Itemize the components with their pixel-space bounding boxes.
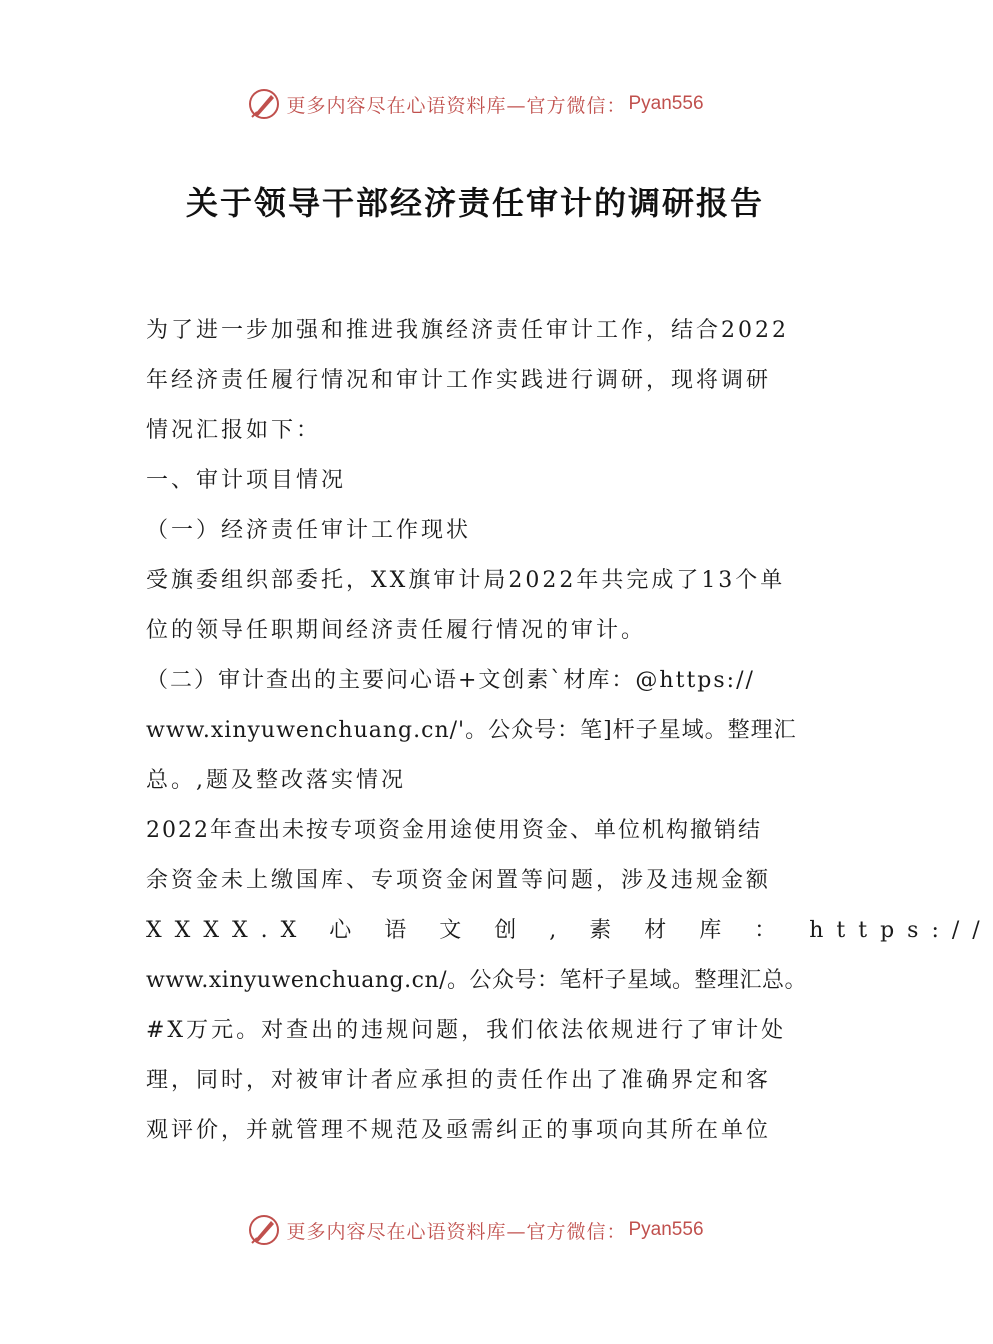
body-line: 为了进一步加强和推进我旗经济责任审计工作，结合2022 <box>146 318 789 343</box>
body-line: 年经济责任履行情况和审计工作实践进行调研，现将调研 <box>146 368 772 393</box>
header-slogan: 更多内容尽在心语资料库—官方微信： <box>286 94 627 117</box>
body-line: 位的领导任职期间经济责任履行情况的审计。 <box>146 618 647 643</box>
section-heading: 一、审计项目情况 <box>146 468 347 493</box>
document-body <box>146 306 993 1156</box>
body-line: #X万元。对查出的违规问题，我们依法依规进行了审计处 <box>146 1018 787 1043</box>
footer-slogan: 更多内容尽在心语资料库—官方微信： <box>286 1220 627 1243</box>
body-line: 情况汇报如下： <box>146 418 322 443</box>
subsection-heading: （一）经济责任审计工作现状 <box>146 518 472 543</box>
body-line: 理，同时，对被审计者应承担的责任作出了准确界定和客 <box>146 1068 772 1093</box>
header-banner <box>0 84 950 124</box>
body-line: 观评价，并就管理不规范及亟需纠正的事项向其所在单位 <box>146 1118 772 1143</box>
body-line: www.xinyuwenchuang.cn/。公众号：笔杆子星域。整理汇总。 <box>146 968 808 993</box>
footer-wechat-handle: Pyan556 <box>628 1219 704 1240</box>
body-line: 2022年查出未按专项资金用途使用资金、单位机构撤销结 <box>146 818 762 843</box>
body-line-justified: XXXX.X 心 语 文 创 , 素 材 库 ： https:// <box>146 918 993 943</box>
subsection-heading: （二）审计查出的主要问心语+文创素`材库：@https:// <box>146 668 755 693</box>
body-line: 总。,题及整改落实情况 <box>146 768 406 793</box>
header-wechat-handle: Pyan556 <box>628 93 704 114</box>
body-line: 受旗委组织部委托，XX旗审计局2022年共完成了13个单 <box>146 568 786 593</box>
quill-pen-logo-icon <box>246 1212 282 1248</box>
footer-banner <box>0 1210 950 1250</box>
quill-pen-logo-icon <box>246 86 282 122</box>
document-title: 关于领导干部经济责任审计的调研报告 <box>185 184 764 222</box>
body-line: 余资金未上缴国库、专项资金闲置等问题，涉及违规金额 <box>146 868 772 893</box>
body-line: www.xinyuwenchuang.cn/'。公众号：笔]杆子星域。整理汇 <box>146 718 797 743</box>
